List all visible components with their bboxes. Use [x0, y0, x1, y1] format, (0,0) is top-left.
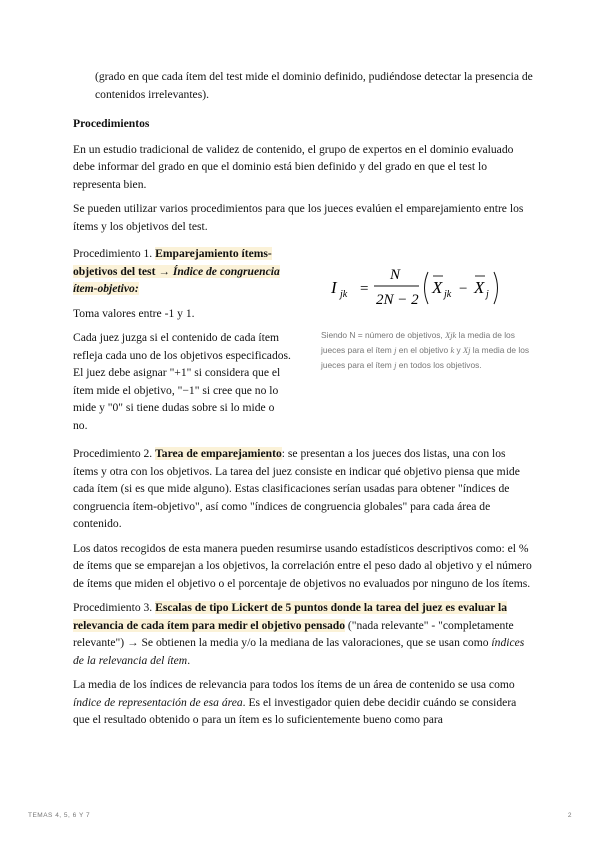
para4-italic: índice de representación de esa área: [73, 695, 243, 709]
note-var: Xjk: [445, 331, 457, 340]
formula-term2: X: [474, 278, 485, 297]
note-part: la media de los jueces para el ítem: [321, 345, 530, 370]
continuation-paragraph: (grado en que cada ítem del test mide el dominio definido, pudiéndose detectar la presencia de contenidos irrelevantes).: [95, 70, 533, 101]
paragraph-representation-index: [73, 676, 533, 729]
formula-denominator: 2N − 2: [376, 292, 419, 308]
formula-lhs: I: [331, 278, 337, 297]
formula-term1-sub: jk: [444, 289, 452, 300]
formula-panel: [321, 245, 533, 441]
paragraph-traditional-study: En un estudio tradicional de validez de contenido, el grupo de expertos en el dominio evaluado debe informar del grado en que el dominio está bien definido y del grado en que el test lo representa bien.: [73, 142, 514, 191]
note-var: Xj: [463, 346, 471, 355]
formula-right-paren: [494, 272, 498, 304]
note-part: en el objetivo: [396, 345, 451, 355]
procedure-3-highlight: Escalas de tipo Lickert de 5 puntos donde la tarea del juez es evaluar la relevancia de cada ítem para medir el objetivo pensado: [73, 601, 508, 632]
formula-left-paren: [425, 272, 429, 304]
note-part: Siendo N = número de objetivos,: [321, 330, 446, 340]
procedure-1-range: Toma valores entre -1 y 1.: [73, 306, 195, 320]
note-var: j: [394, 361, 397, 370]
paragraph-procedures-intro: Se pueden utilizar varios procedimientos para que los jueces evalúen el emparejamiento entre los ítems y los objetivos del test.: [73, 202, 524, 233]
formula-term2-sub: j: [486, 289, 489, 300]
note-part: en todos los objetivos.: [396, 360, 482, 370]
procedure-1-description: Cada juez juzga si el contenido de cada ítem refleja cada uno de los objetivos especificados. El juez debe asignar "+1" si considera que el ítem mide el objetivo, "−1" si cree que no lo mide y "0" si tiene dudas sobre si lo mide o no.: [73, 331, 291, 432]
para4-part-b: . Es el investigador quien debe decidir cuándo se considera que el resultado obtenido o para un ítem es lo suficientemente bueno como para: [73, 695, 517, 726]
para4-part-a: La media de los índices de relevancia para todos los ítems de un área de contenido se usa como: [73, 678, 515, 691]
note-var: k: [450, 346, 455, 355]
procedure-1-prefix: Procedimiento 1.: [73, 247, 156, 260]
procedure-2-paragraph: [73, 445, 533, 533]
formula-term1: X: [432, 278, 443, 297]
formula-lhs-sub: jk: [340, 289, 348, 300]
procedure-2-prefix: Procedimiento 2.: [73, 447, 156, 460]
formula-equals: =: [360, 281, 369, 297]
formula-note: [321, 328, 533, 373]
footer-title: TEMAS 4, 5, 6 Y 7: [28, 812, 91, 819]
procedure-1-index-name: Índice de congruencia ítem-objetivo:: [73, 264, 280, 295]
formula-minus: −: [459, 281, 468, 297]
procedure-2-highlight: Tarea de emparejamiento: [155, 447, 282, 460]
procedure-3-italic: índices de la relevancia del ítem: [73, 636, 525, 667]
procedure-2-text: : se presentan a los jueces dos listas, una con los ítems y otra con los objetivos. La tarea del juez consiste en indicar qué objetivo piensa que mide cada ítem (si es que mide alguno). Estas clasificaciones serían usadas para obtener "índices de congruencia ítem-objetivo", así como "índices de congruencia globales" para cada área de contenido.: [73, 447, 520, 530]
note-var: j: [394, 346, 397, 355]
procedure-3-paragraph: [73, 599, 533, 669]
note-part: y: [454, 345, 463, 355]
procedure-1-text: [73, 245, 291, 441]
procedure-3-text: ("nada relevante" - "completamente relevante") → Se obtienen la media y/o la mediana de las valoraciones, que se usan como: [73, 618, 514, 649]
page-footer: [28, 812, 572, 819]
procedure-3-prefix: Procedimiento 3.: [73, 601, 156, 614]
procedure-1-title: [73, 245, 291, 298]
section-heading: Procedimientos: [73, 117, 150, 130]
document-body: [73, 68, 533, 736]
paragraph-descriptive-stats: Los datos recogidos de esta manera pueden resumirse usando estadísticos descriptivos como: el % de ítems que se emparejan a los objetivos, la correlación entre el peso dado al objetivo y el número de ítems que miden el objetivo o el porcentaje de objetivos no evaluados por ninguno de los ítems.: [73, 541, 532, 590]
procedure-3-end: .: [187, 653, 191, 667]
procedure-1-highlight: Emparejamiento ítems-objetivos del test →: [73, 247, 272, 278]
note-part: la media de los jueces para el ítem: [321, 330, 515, 355]
congruence-formula: [329, 257, 519, 315]
procedure-1-block: [73, 245, 533, 441]
page-number: 2: [567, 812, 572, 819]
formula-numerator: N: [390, 267, 401, 283]
